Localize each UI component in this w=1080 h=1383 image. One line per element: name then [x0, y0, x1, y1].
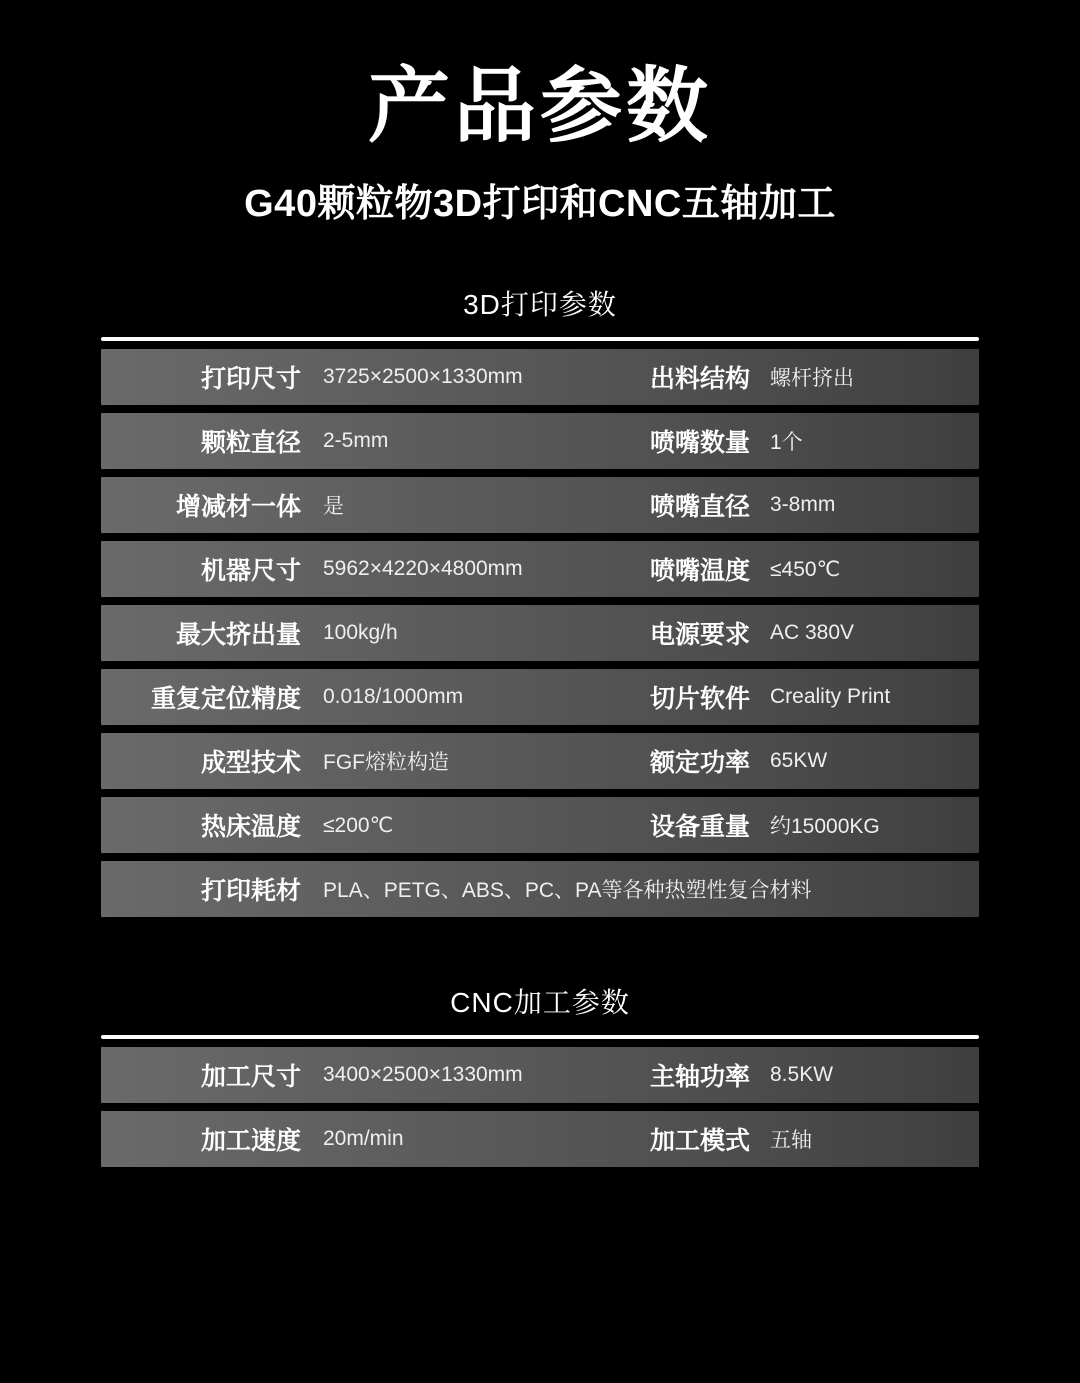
spec-label: 成型技术: [200, 749, 301, 778]
spec-cell: [101, 1111, 540, 1167]
spec-cell: [101, 477, 540, 533]
section-title-cnc: CNC加工参数: [450, 987, 630, 1019]
spec-cell: [101, 797, 540, 853]
table-row: [101, 797, 979, 853]
spec-label: 打印耗材: [200, 877, 301, 906]
spec-label: 加工速度: [200, 1127, 301, 1156]
page-header: [0, 0, 1080, 227]
spec-value: 约15000KG: [770, 815, 880, 839]
spec-label: 电源要求: [649, 621, 750, 650]
spec-label: 热床温度: [200, 813, 301, 842]
spec-value: 8.5KW: [770, 1063, 834, 1087]
spec-label: 机器尺寸: [200, 557, 301, 586]
spec-value: Creality Print: [770, 685, 891, 709]
section-3d-printing: [101, 283, 979, 917]
spec-cell: [540, 797, 979, 853]
table-row: [101, 605, 979, 661]
spec-cell: [540, 1111, 979, 1167]
table-row: [101, 541, 979, 597]
spec-value: 65KW: [770, 749, 828, 773]
spec-cell: [540, 413, 979, 469]
spec-label: 喷嘴数量: [649, 429, 750, 458]
spec-cell: [540, 349, 979, 405]
header-spacer: [0, 227, 1080, 283]
table-row: [101, 1111, 979, 1167]
spec-cell: [540, 669, 979, 725]
spec-value: 0.018/1000mm: [323, 685, 464, 709]
spec-label: 出料结构: [649, 365, 750, 394]
section-divider: [101, 337, 979, 341]
spec-table-cnc: [101, 1047, 979, 1167]
spec-value: 1个: [770, 431, 803, 455]
spec-value: 2-5mm: [323, 429, 389, 453]
spec-cell: [540, 1047, 979, 1103]
section-title-3d-printing: 3D打印参数: [463, 289, 617, 321]
spec-value: ≤200℃: [323, 813, 394, 837]
spec-value: 3-8mm: [770, 493, 836, 517]
spec-value: AC 380V: [770, 621, 855, 645]
page-subtitle: G40颗粒物3D打印和CNC五轴加工: [244, 183, 836, 226]
spec-value: 20m/min: [323, 1127, 404, 1151]
spec-table-3d-printing: [101, 349, 979, 917]
page-title: 产品参数: [367, 61, 712, 152]
spec-cell: [540, 541, 979, 597]
table-row: [101, 1047, 979, 1103]
spec-value: 100kg/h: [323, 621, 398, 645]
spec-label: 加工模式: [649, 1127, 750, 1156]
section-spacer: [0, 925, 1080, 981]
table-row: [101, 861, 979, 917]
spec-value: 是: [323, 495, 344, 519]
section-divider: [101, 1035, 979, 1039]
spec-label: 设备重量: [649, 813, 750, 842]
spec-label: 最大挤出量: [175, 621, 301, 650]
spec-cell: [101, 1047, 540, 1103]
spec-label: 额定功率: [649, 749, 750, 778]
spec-label: 切片软件: [649, 685, 750, 714]
spec-cell: [101, 541, 540, 597]
table-row: [101, 669, 979, 725]
table-row: [101, 733, 979, 789]
spec-label: 喷嘴直径: [649, 493, 750, 522]
table-row: [101, 413, 979, 469]
spec-label: 重复定位精度: [150, 685, 301, 714]
spec-cell: [101, 413, 540, 469]
spec-label: 加工尺寸: [200, 1063, 301, 1092]
spec-label: 主轴功率: [649, 1063, 750, 1092]
spec-cell: [540, 733, 979, 789]
spec-label: 喷嘴温度: [649, 557, 750, 586]
spec-value: 3400×2500×1330mm: [323, 1063, 523, 1087]
spec-cell: [540, 605, 979, 661]
spec-value: PLA、PETG、ABS、PC、PA等各种热塑性复合材料: [323, 879, 812, 903]
spec-cell: [101, 605, 540, 661]
spec-value: 五轴: [770, 1129, 812, 1153]
spec-value: ≤450℃: [770, 557, 841, 581]
section-cnc: [101, 981, 979, 1167]
spec-value: 螺杆挤出: [770, 367, 854, 391]
spec-cell: [101, 669, 540, 725]
spec-cell: [101, 733, 540, 789]
spec-value: FGF熔粒构造: [323, 751, 449, 775]
spec-cell: [101, 349, 540, 405]
spec-value: 3725×2500×1330mm: [323, 365, 523, 389]
spec-value: 5962×4220×4800mm: [323, 557, 523, 581]
table-row: [101, 477, 979, 533]
table-row: [101, 349, 979, 405]
spec-cell: [540, 477, 979, 533]
spec-label: 颗粒直径: [200, 429, 301, 458]
spec-label: 打印尺寸: [200, 365, 301, 394]
spec-label: 增减材一体: [175, 493, 301, 522]
spec-cell: [101, 861, 979, 917]
